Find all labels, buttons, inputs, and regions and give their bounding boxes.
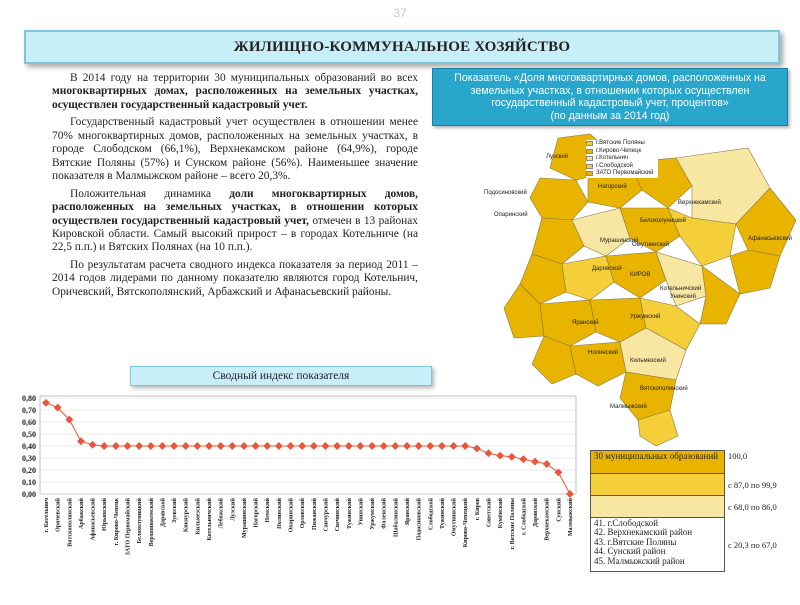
x-tick-label: Лебяжский [218, 498, 225, 529]
x-tick-label: ЗАТО Первомайский [125, 498, 132, 556]
x-tick-label: Омутнинский [451, 498, 458, 537]
legend-range-value: с 20,3 по 67,0 [728, 540, 777, 550]
y-tick-label: 0,80 [22, 394, 36, 403]
legend-swatch [586, 149, 593, 154]
x-tick-label: г. Киров [474, 498, 481, 521]
map-district-label: Нолинский [588, 350, 619, 356]
y-tick-label: 0,20 [22, 466, 36, 475]
legend-table-row [590, 518, 796, 572]
paragraph-run: многоквартирных домах, расположенных на земельных участках, осуществлен государственный кадастровый учет. [52, 85, 418, 111]
x-tick-label: Уржумский [370, 498, 377, 530]
paragraph-run: Государственный кадастровый учет осуществлен в отношении менее 70% многоквартирных домов, расположенных на земельных участках, в городе Слободском (66,1%), Верхнекамском районе (64,9%), городе Вятские Поляны (57%) и Сунском районе (56%). Наименьшее значение показателя в Малмыжском районе – всего 20,3%. [52, 116, 418, 183]
section-title-banner [24, 30, 780, 64]
paragraph-run: В 2014 году на территории 30 муниципальных образований во всех [70, 72, 418, 84]
x-tick-label: Нагорский [253, 498, 260, 528]
legend-color-cell [591, 496, 725, 518]
x-tick-label: Белохолуницкий [137, 498, 144, 544]
legend-range-cell [725, 496, 796, 518]
map-district-label: Даровской [592, 266, 622, 272]
map-legend-item [586, 148, 658, 156]
map-district-label: Белохолуницкий [640, 218, 686, 224]
x-tick-label: Зуевский [172, 498, 179, 523]
legend-range-cell [725, 450, 796, 474]
map-district-label: Нагорский [598, 184, 627, 190]
index-chart-title: Сводный индекс показателя [212, 370, 350, 382]
legend-swatch [586, 156, 593, 161]
map-district-label: Лузский [546, 154, 569, 160]
x-tick-label: Оричевский [55, 498, 62, 532]
y-tick-label: 0,70 [22, 406, 36, 415]
description-text [52, 72, 418, 303]
map-legend-label: г.Котельнич [596, 155, 629, 161]
legend-table-row [590, 450, 796, 474]
map-legend-item [586, 140, 658, 148]
x-tick-label: Верхошижемский [148, 498, 155, 547]
map-district-label: Вятскополянский [640, 386, 688, 392]
map-legend-label: ЗАТО Первомайский [596, 170, 654, 176]
x-tick-label: Малмыжский [568, 498, 574, 537]
y-tick-label: 0,30 [22, 454, 36, 463]
map-district-label: Котельничский [660, 286, 702, 292]
x-tick-label: Кикнурский [183, 498, 190, 533]
x-tick-label: Верхнекамский [544, 498, 551, 541]
x-tick-label: Кумёнский [498, 497, 505, 529]
x-tick-label: Яранский [404, 498, 411, 526]
map-district-label: Яранский [572, 320, 599, 326]
legend-range-cell [725, 474, 796, 496]
indicator-caption-box [432, 68, 788, 126]
paragraph [52, 72, 418, 112]
x-tick-label: Афанасьевский [90, 498, 97, 541]
index-chart [0, 388, 582, 600]
legend-table-row [590, 496, 796, 518]
y-tick-label: 0,50 [22, 430, 36, 439]
x-tick-label: Подосиновский [416, 498, 423, 541]
x-tick-label: Юрьянский [102, 498, 109, 532]
map-district-label: Малмыжский [610, 404, 647, 410]
y-tick-label: 0,60 [22, 418, 36, 427]
map-district-label: Опаринский [494, 212, 528, 218]
y-tick-label: 0,10 [22, 478, 36, 487]
map-legend-label: г.Кирово-Чепецк [596, 147, 642, 154]
x-tick-label: Опаринский [288, 498, 295, 533]
x-tick-label: г. Вятские Поляны [509, 498, 516, 550]
map-legend-item [586, 163, 658, 171]
x-tick-label: Лузский [230, 498, 237, 521]
plot-area [40, 396, 576, 494]
map-district-label: Омутнинский [632, 242, 669, 248]
x-tick-label: Мурашинский [241, 498, 248, 538]
map-legend-item [586, 170, 658, 178]
x-tick-label: г. Котельнич [44, 498, 50, 533]
section-title: ЖИЛИЩНО-КОММУНАЛЬНОЕ ХОЗЯЙСТВО [233, 38, 571, 55]
index-chart-svg [0, 388, 582, 600]
x-tick-label: Тужинский [346, 498, 353, 529]
map-legend-label: г.Слободской [596, 162, 633, 169]
legend-swatch [586, 141, 593, 146]
x-tick-label: Фаленский [381, 498, 388, 529]
y-tick-label: 0,40 [22, 442, 36, 451]
map-district [530, 178, 588, 220]
map-district [700, 266, 740, 324]
x-tick-label: Даровской [160, 498, 167, 528]
paragraph-run: доли многоквартирных домов, расположенных на земельных участках, в отношении которых осуществлен государственный кадастровый учет, [52, 187, 418, 227]
x-tick-label: Тужинский [439, 498, 446, 529]
x-tick-label: Арбажский [78, 498, 85, 529]
map-district [730, 250, 780, 294]
paragraph [52, 188, 418, 255]
legend-swatch [586, 171, 593, 176]
x-tick-label: Советский [486, 498, 493, 528]
x-tick-label: Немский [265, 498, 272, 523]
x-tick-label: Шабалинский [393, 498, 400, 537]
x-tick-label: Санчурский [323, 498, 330, 532]
map-district-label: Унинский [670, 294, 696, 300]
x-tick-label: Даровской [533, 498, 540, 528]
legend-range-value: с 68,0 по 86,0 [728, 502, 777, 512]
indicator-period: (по данным за 2014 год) [550, 110, 670, 123]
map-legend-table [590, 450, 796, 572]
paragraph-run: отмечен в 13 районах Кировской области. Самый высокий прирост – в городах Котельниче (на 22,5 п.п.) и Вятских Полянах (на 10 п.п.). [52, 214, 418, 254]
legend-range-value: 100,0 [728, 451, 748, 461]
map-city-legend [586, 140, 658, 178]
map-district-label: Подосиновский [484, 190, 527, 196]
x-tick-label: Свечинский [335, 498, 342, 532]
map-district-label: Кильмезский [630, 358, 666, 364]
legend-swatch [586, 164, 593, 169]
indicator-caption: Показатель «Доля многоквартирных домов, расположенных на земельных участках, в отношении которых осуществлен государственный кадастровый учет, процентов» [454, 72, 766, 110]
x-tick-label: г. Слободской [521, 498, 528, 536]
paragraph [52, 116, 418, 183]
x-tick-label: Кирово-Чепецкий [463, 498, 470, 548]
legend-color-cell: 41. г.Слободской 42. Верхнекамский район 43. г.Вятские Поляны 44. Сунский район 45. Малмыжский район [591, 518, 725, 572]
page-number: 37 [393, 6, 407, 20]
map-district [562, 256, 614, 300]
map-district-label: Мурашинский [600, 238, 639, 244]
x-tick-label: Вятскополянский [67, 498, 74, 547]
y-tick-label: 0,00 [22, 490, 36, 499]
x-tick-label: Котельничский [207, 498, 214, 541]
paragraph [52, 259, 418, 299]
x-tick-label: Кильмезский [195, 498, 202, 535]
legend-range-cell [725, 518, 796, 572]
x-tick-label: Орловский [300, 498, 307, 529]
map-district-label: Уржумский [630, 314, 661, 320]
map-district-label: Верхнекамский [678, 200, 721, 206]
index-chart-banner [130, 366, 432, 386]
map-district-label: Афанасьевский [748, 236, 792, 242]
legend-color-cell [591, 474, 725, 496]
x-tick-label: Пижанский [311, 498, 318, 530]
x-tick-label: Нолинский [276, 498, 283, 529]
x-tick-label: Слободской [428, 498, 435, 530]
legend-table-row [590, 474, 796, 496]
paragraph-run: Положительная динамика [70, 187, 230, 200]
paragraph-run: По результатам расчета сводного индекса показателя за период 2011 – 2014 годов лидерами по данному показателю являются город Котельнич, Оричевский, Вятскополянский, Арбажский и Афанасьевский районы. [52, 258, 418, 298]
map-district [570, 342, 626, 386]
legend-color-cell: 30 муниципальных образований [591, 450, 725, 474]
map-legend-label: г.Вятские Поляны [596, 140, 645, 146]
legend-range-value: с 87,0 по 99,9 [728, 480, 777, 490]
map-legend-item [586, 155, 658, 163]
x-tick-label: Сунский [556, 498, 563, 522]
x-tick-label: Унинский [358, 498, 365, 526]
x-tick-label: г. Кирово-Чепецк [113, 498, 120, 546]
map-district-label: КИРОВ [630, 272, 651, 278]
